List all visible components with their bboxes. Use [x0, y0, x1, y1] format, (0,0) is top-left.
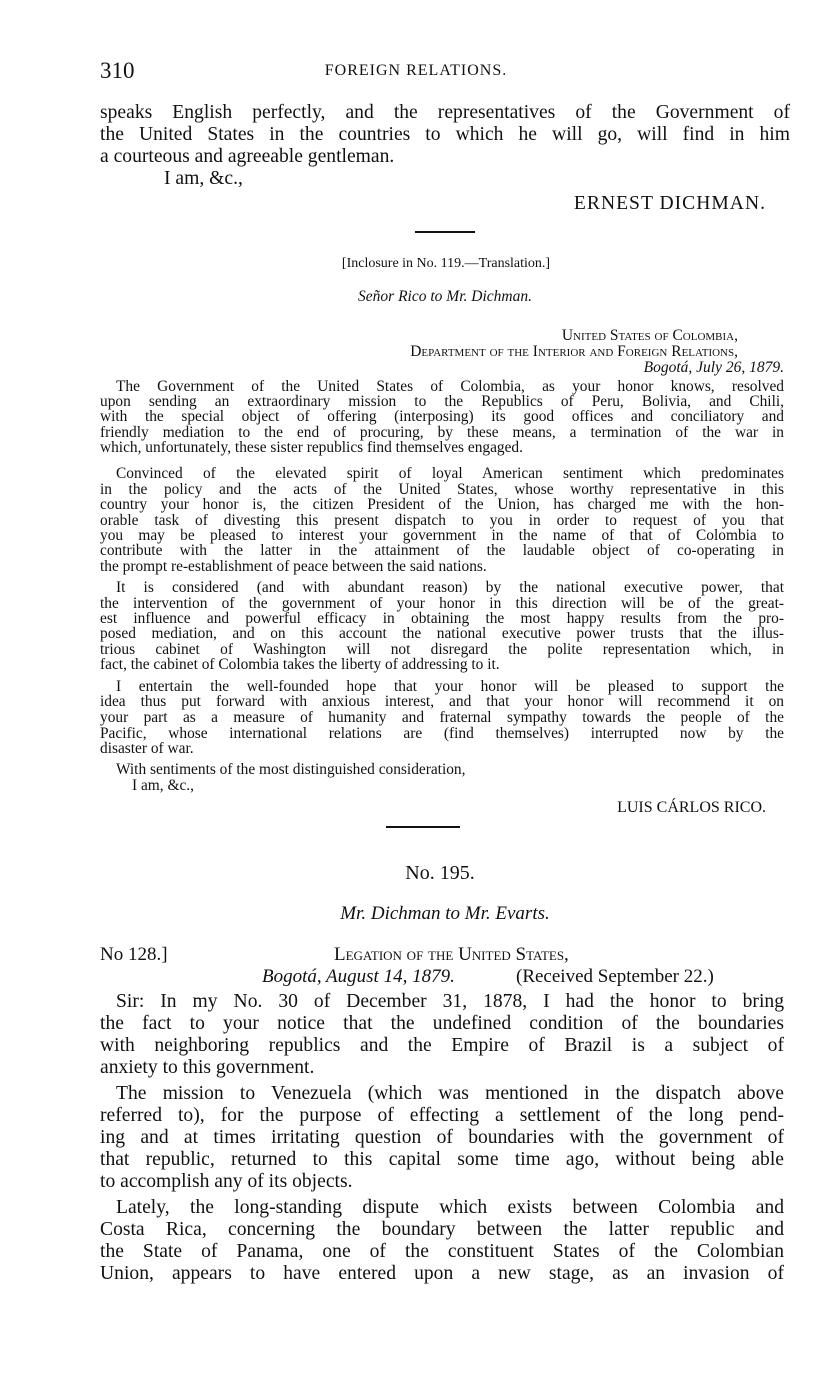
text-line: upon sending an extraordinary mission to the Republics of Peru, Bolivia, and Chili,	[100, 393, 784, 410]
address-line: Department of the Interior and Foreign Relations,	[410, 343, 738, 360]
text-line: anxiety to this government.	[100, 1057, 315, 1078]
text-line: in the policy and the acts of the United States, whose worthy representative in this	[100, 481, 784, 498]
text-line: It is considered (and with abundant reason) by the national executive power, that	[116, 579, 784, 596]
text-line: Sir: In my No. 30 of December 31, 1878, I had the honor to bring	[116, 991, 784, 1012]
dispatch-date: Bogotá, August 14, 1879.	[262, 966, 455, 987]
closing: I am, &c.,	[132, 777, 194, 794]
text-line: that republic, returned to this capital some time ago, without being able	[100, 1149, 784, 1170]
text-line: I entertain the well-founded hope that your honor will be pleased to support the	[116, 678, 784, 695]
page-number: 310	[100, 58, 135, 83]
letter-date: Bogotá, July 26, 1879.	[643, 359, 784, 376]
text-line: your part as a measure of humanity and fraternal sympathy towards the people of the	[100, 709, 784, 726]
text-line: Pacific, whose international relations are (find themselves) interrupted now by the	[100, 725, 784, 742]
document-title: Mr. Dichman to Mr. Evarts.	[340, 903, 550, 924]
text-line: with the special object of offering (interposing) its good offices and conciliatory and	[100, 408, 784, 425]
text-line: the United States in the countries to which he will go, will find in him	[100, 124, 790, 145]
text-line: idea thus put forward with anxious interest, and that your honor will recommend it on	[100, 693, 784, 710]
running-title: FOREIGN RELATIONS.	[324, 62, 508, 79]
text-line: contribute with the latter in the attainment of the laudable object of co-operating in	[100, 542, 784, 559]
text-line: Convinced of the elevated spirit of loyal American sentiment which predominates	[116, 465, 784, 482]
text-line: speaks English perfectly, and the representatives of the Government of	[100, 102, 790, 123]
received-note: (Received September 22.)	[516, 966, 714, 987]
text-line: to accomplish any of its objects.	[100, 1171, 353, 1192]
text-line: trious cabinet of Washington will not disregard the polite representation which, in	[100, 641, 784, 658]
text-line: referred to), for the purpose of effecting a settlement of the long pend-	[100, 1105, 784, 1126]
text-line: with neighboring republics and the Empire of Brazil is a subject of	[100, 1035, 784, 1056]
text-line: The mission to Venezuela (which was mentioned in the dispatch above	[116, 1083, 784, 1104]
separator-rule	[415, 231, 475, 233]
legation-line: Legation of the United States,	[334, 944, 569, 965]
closing: I am, &c.,	[164, 168, 243, 189]
document-number: No. 195.	[405, 862, 475, 884]
text-line: Lately, the long-standing dispute which exists between Colombia and	[116, 1197, 784, 1218]
inclosure-title: Señor Rico to Mr. Dichman.	[358, 288, 532, 305]
text-line: the prompt re-establishment of peace between the said nations.	[100, 558, 487, 575]
text-line: orable task of divesting this present dispatch to you in order to request of you that	[100, 512, 784, 529]
text-line: Costa Rica, concerning the boundary between the latter republic and	[100, 1219, 784, 1240]
inclosure-heading: [Inclosure in No. 119.—Translation.]	[341, 256, 551, 271]
text-line: the State of Panama, one of the constituent States of the Colombian	[100, 1241, 784, 1262]
text-line: the fact to your notice that the undefined condition of the boundaries	[100, 1013, 784, 1034]
signature: ERNEST DICHMAN.	[573, 193, 766, 214]
text-line: friendly mediation to the end of procuring, by these means, a termination of the war in	[100, 424, 784, 441]
separator-rule	[386, 826, 460, 828]
text-line: The Government of the United States of Colombia, as your honor knows, resolved	[116, 378, 784, 395]
text-line: the intervention of the government of your honor in this direction will be of the great-	[100, 595, 784, 612]
text-line: you may be pleased to interest your government in the name of that of Colombia to	[100, 527, 784, 544]
signature: LUIS CÁRLOS RICO.	[617, 799, 766, 816]
dispatch-ref: No 128.]	[100, 944, 168, 965]
address-line: United States of Colombia,	[561, 327, 738, 344]
text-line: fact, the cabinet of Colombia takes the liberty of addressing to it.	[100, 656, 500, 673]
text-line: With sentiments of the most distinguished consideration,	[116, 761, 466, 778]
text-line: Union, appears to have entered upon a new stage, as an invasion of	[100, 1263, 784, 1284]
text-line: a courteous and agreeable gentleman.	[100, 146, 395, 167]
text-line: country your honor is, the citizen President of the Union, has charged me with the hon-	[100, 496, 784, 513]
text-line: posed mediation, and on this account the national executive power trusts that the illus-	[100, 625, 784, 642]
text-line: which, unfortunately, these sister republics find themselves engaged.	[100, 439, 523, 456]
text-line: ing and at times irritating question of boundaries with the government of	[100, 1127, 784, 1148]
text-line: disaster of war.	[100, 740, 194, 757]
text-line: est influence and powerful efficacy in obtaining the most happy results from the pro-	[100, 610, 784, 627]
